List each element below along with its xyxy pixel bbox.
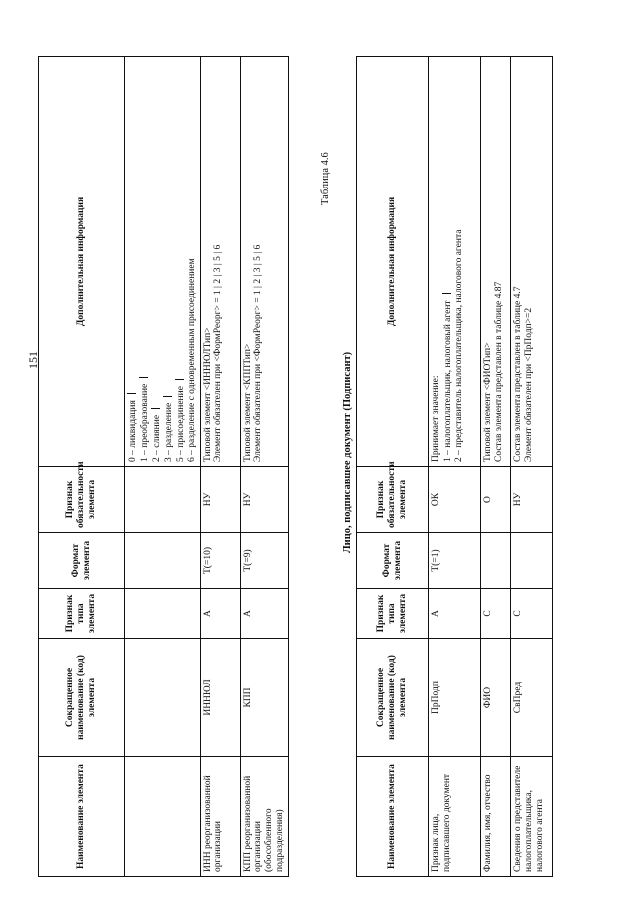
info-line: Типовой элемент <КППТип> [242,343,253,462]
header-type: Признак типа элемента [357,589,429,639]
table-row [200,57,240,877]
revision-mark [163,396,172,397]
table-row [481,57,511,877]
table-signer [356,56,553,877]
header-code: Сокращенное наименование (код) элемента [39,639,125,757]
cell-required: НУ [200,467,240,533]
cell-name: КПП реорганизованной организации (обособленного подразделения) [240,757,289,877]
cell-type: А [240,589,289,639]
cell-info [511,57,553,467]
cell-code: ПрПодп [429,639,481,757]
info-line: 1 – преобразование [139,61,151,462]
info-line: Состав элемента представлен в таблице 4.7 [513,286,523,462]
info-line: 3 – разделение [163,61,175,462]
header-required: Признак обязательности элемента [39,467,125,533]
cell-name: ИНН реорганизованной организации [200,757,240,877]
cell-name: Признак лица, подписавшего документ [429,757,481,877]
cell-required: НУ [240,467,289,533]
cell-name: Фамилия, имя, отчество [481,757,511,877]
cell-name [125,757,201,877]
cell-code [125,639,201,757]
cell-type [125,589,201,639]
cell-code: СвПред [511,639,553,757]
cell-code: ФИО [481,639,511,757]
cell-required: ОК [429,467,481,533]
cell-info [481,57,511,467]
cell-type: С [511,589,553,639]
table-header-row [39,57,125,877]
revision-mark [127,393,136,394]
table-row [240,57,289,877]
cell-format [481,533,511,589]
revision-mark [151,408,160,409]
header-code: Сокращенное наименование (код) элемента [357,639,429,757]
info-line: Элемент обязателен при <ФормРеорг> = 1 | 2 | 3 | 5 | 6 [253,244,264,462]
cell-info [200,57,240,467]
cell-format [125,533,201,589]
table-row [429,57,481,877]
cell-type: А [429,589,481,639]
info-line: Элемент обязателен при <ПрПодп>=2 [523,307,534,462]
info-line: 5 – присоединение [175,61,187,462]
info-line: 0 – ликвидация [127,61,139,462]
cell-info [125,57,201,467]
revision-mark [139,377,148,378]
table-row [511,57,553,877]
cell-name: Сведения о представителе налогоплательщика, налогового агента [511,757,553,877]
page-number: 151 [26,351,40,369]
header-info: Дополнительная информация [39,57,125,467]
cell-code: ИННЮЛ [200,639,240,757]
header-format: Формат элемента [357,533,429,589]
header-info: Дополнительная информация [357,57,429,467]
cell-type: С [481,589,511,639]
header-name: Наименование элемента [357,757,429,877]
revision-mark [175,379,184,380]
info-line: 2 – слияние [151,61,163,462]
info-line: Типовой элемент <ИННЮЛТип> [202,327,213,462]
cell-required [125,467,201,533]
info-line: Принимает значение: [431,375,441,462]
header-type: Признак типа элемента [39,589,125,639]
revision-mark [442,293,451,294]
info-line: Состав элемента представлен в таблице 4.87 [493,281,504,462]
table-row [125,57,201,877]
cell-required: О [481,467,511,533]
cell-required: НУ [511,467,553,533]
info-line: Типовой элемент <ФИОТип> [483,342,493,462]
header-format: Формат элемента [39,533,125,589]
cell-info [240,57,289,467]
cell-code: КПП [240,639,289,757]
table-number-caption: Таблица 4.6 [320,152,331,205]
info-line: 1 – налогоплательщик, налоговый агент [442,61,454,462]
table-reorganization-continued [38,56,289,877]
cell-format [511,533,553,589]
cell-info [429,57,481,467]
info-line: 6 – разделение с одновременным присоединением [186,258,197,462]
cell-format: T(=10) [200,533,240,589]
header-required: Признак обязательности элемента [357,467,429,533]
header-name: Наименование элемента [39,757,125,877]
info-line: Элемент обязателен при <ФормРеорг> = 1 | 2 | 3 | 5 | 6 [213,244,224,462]
table-title-signer: Лицо, подписавшее документ (Подписант) [342,351,353,554]
info-line: 2 – представитель налогоплательщика, налогового агента [453,229,464,462]
table-header-row [357,57,429,877]
cell-type: А [200,589,240,639]
cell-format: T(=9) [240,533,289,589]
cell-format: T(=1) [429,533,481,589]
